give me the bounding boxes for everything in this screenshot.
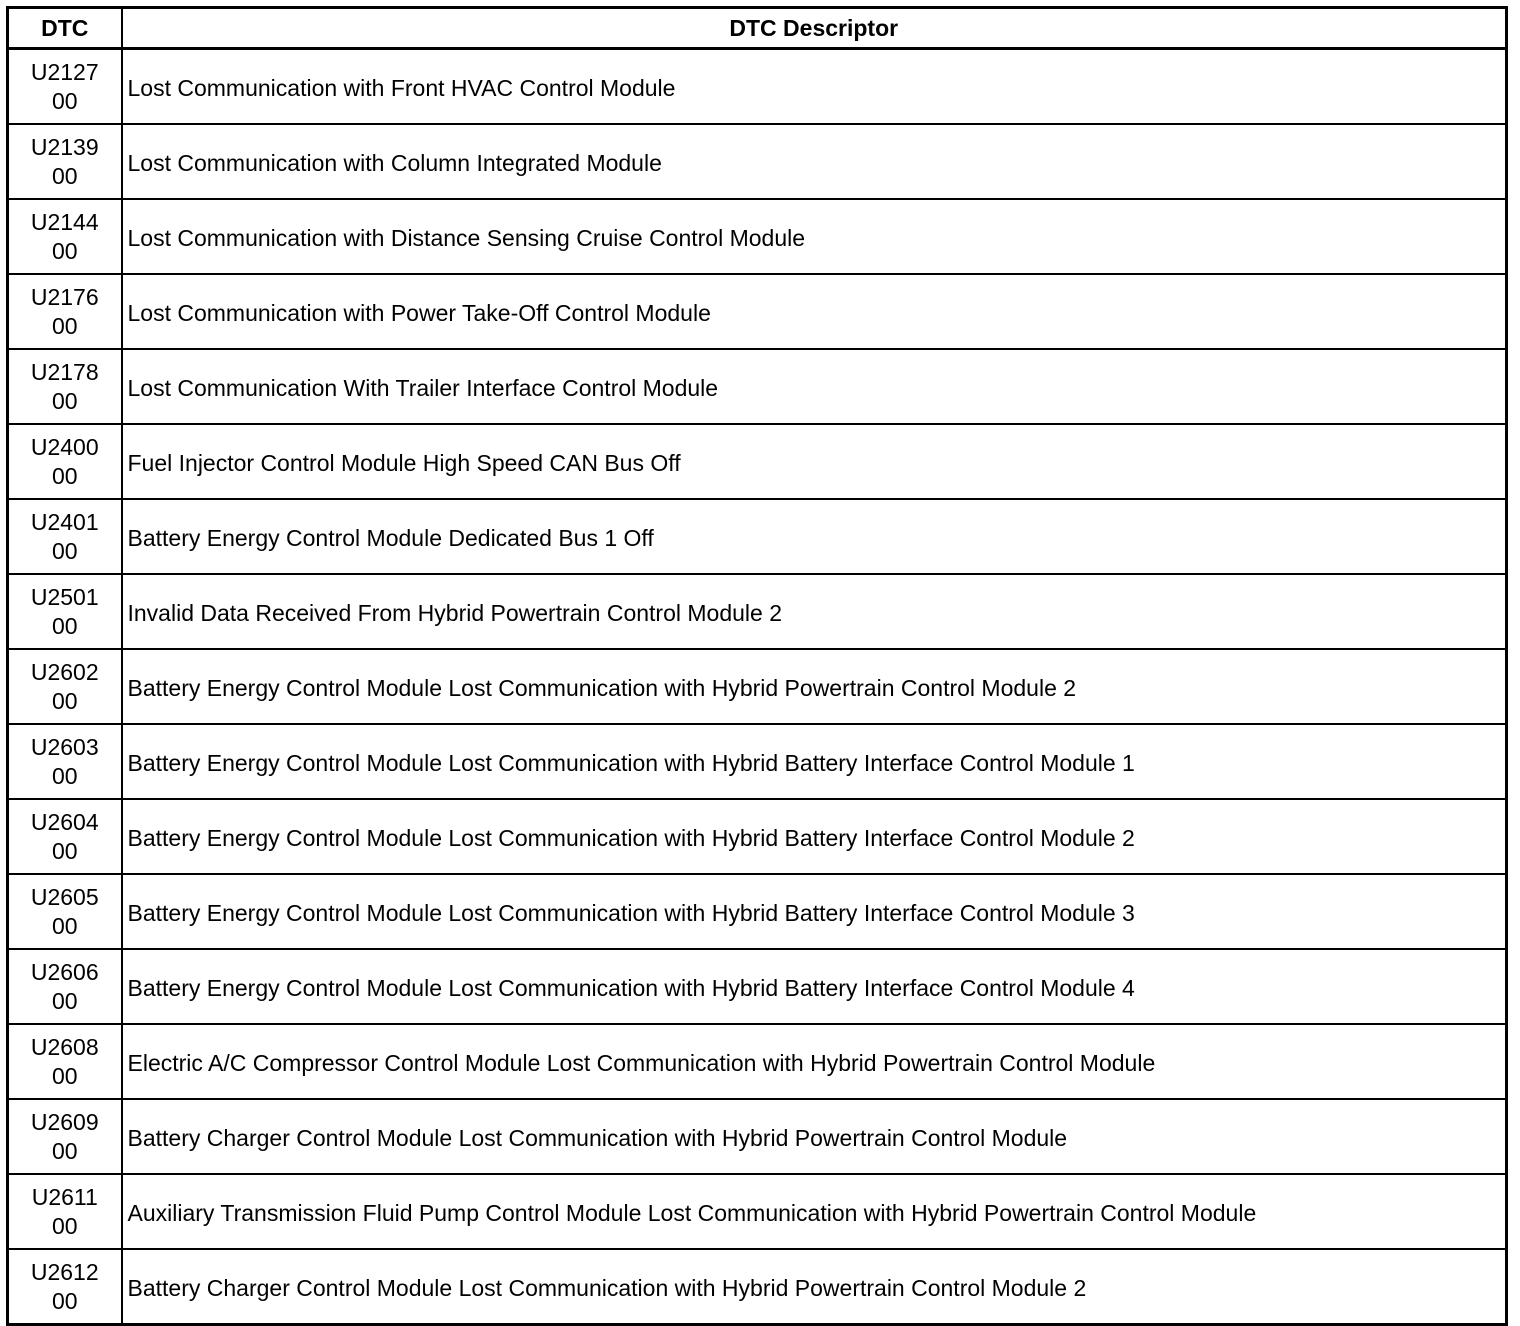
dtc-descriptor-cell: Battery Energy Control Module Dedicated Bus 1 Off bbox=[122, 499, 1507, 574]
dtc-code-cell: U2604 00 bbox=[8, 799, 122, 874]
dtc-code-cell: U2178 00 bbox=[8, 349, 122, 424]
table-row bbox=[8, 574, 1507, 649]
dtc-descriptor-cell: Battery Energy Control Module Lost Communication with Hybrid Battery Interface Control Module 1 bbox=[122, 724, 1507, 799]
table-row bbox=[8, 1249, 1507, 1325]
dtc-descriptor-cell: Lost Communication with Distance Sensing Cruise Control Module bbox=[122, 199, 1507, 274]
table-row bbox=[8, 424, 1507, 499]
dtc-code-cell: U2606 00 bbox=[8, 949, 122, 1024]
table-row bbox=[8, 349, 1507, 424]
dtc-descriptor-cell: Lost Communication With Trailer Interface Control Module bbox=[122, 349, 1507, 424]
dtc-code-cell: U2609 00 bbox=[8, 1099, 122, 1174]
dtc-code-cell: U2176 00 bbox=[8, 274, 122, 349]
dtc-code-cell: U2602 00 bbox=[8, 649, 122, 724]
dtc-code-cell: U2401 00 bbox=[8, 499, 122, 574]
dtc-descriptor-cell: Lost Communication with Column Integrated Module bbox=[122, 124, 1507, 199]
dtc-code-cell: U2605 00 bbox=[8, 874, 122, 949]
table-header bbox=[8, 8, 1507, 49]
dtc-code-cell: U2127 00 bbox=[8, 49, 122, 125]
dtc-descriptor-cell: Battery Energy Control Module Lost Communication with Hybrid Powertrain Control Module 2 bbox=[122, 649, 1507, 724]
dtc-descriptor-cell: Lost Communication with Power Take-Off Control Module bbox=[122, 274, 1507, 349]
dtc-descriptor-cell: Battery Energy Control Module Lost Communication with Hybrid Battery Interface Control Module 2 bbox=[122, 799, 1507, 874]
dtc-code-cell: U2501 00 bbox=[8, 574, 122, 649]
table-row bbox=[8, 1024, 1507, 1099]
table-row bbox=[8, 874, 1507, 949]
dtc-descriptor-cell: Lost Communication with Front HVAC Control Module bbox=[122, 49, 1507, 125]
dtc-code-cell: U2611 00 bbox=[8, 1174, 122, 1249]
table-row bbox=[8, 724, 1507, 799]
table-row bbox=[8, 124, 1507, 199]
dtc-descriptor-cell: Battery Energy Control Module Lost Communication with Hybrid Battery Interface Control Module 3 bbox=[122, 874, 1507, 949]
header-dtc-descriptor: DTC Descriptor bbox=[122, 8, 1507, 49]
table-row bbox=[8, 799, 1507, 874]
dtc-code-cell: U2139 00 bbox=[8, 124, 122, 199]
dtc-descriptor-cell: Auxiliary Transmission Fluid Pump Control Module Lost Communication with Hybrid Powertrain Control Module bbox=[122, 1174, 1507, 1249]
header-dtc: DTC bbox=[8, 8, 122, 49]
table-row bbox=[8, 199, 1507, 274]
table-row bbox=[8, 49, 1507, 125]
table-row bbox=[8, 499, 1507, 574]
dtc-descriptor-cell: Battery Charger Control Module Lost Communication with Hybrid Powertrain Control Module bbox=[122, 1099, 1507, 1174]
table-row bbox=[8, 649, 1507, 724]
table-body bbox=[8, 49, 1507, 1325]
dtc-code-cell: U2400 00 bbox=[8, 424, 122, 499]
dtc-descriptor-cell: Invalid Data Received From Hybrid Powertrain Control Module 2 bbox=[122, 574, 1507, 649]
dtc-descriptor-cell: Electric A/C Compressor Control Module Lost Communication with Hybrid Powertrain Control Module bbox=[122, 1024, 1507, 1099]
header-row bbox=[8, 8, 1507, 49]
table-row bbox=[8, 949, 1507, 1024]
dtc-table bbox=[6, 6, 1508, 1326]
dtc-descriptor-cell: Fuel Injector Control Module High Speed CAN Bus Off bbox=[122, 424, 1507, 499]
dtc-code-cell: U2144 00 bbox=[8, 199, 122, 274]
dtc-descriptor-cell: Battery Charger Control Module Lost Communication with Hybrid Powertrain Control Module 2 bbox=[122, 1249, 1507, 1325]
table-row bbox=[8, 1174, 1507, 1249]
table-row bbox=[8, 274, 1507, 349]
table-row bbox=[8, 1099, 1507, 1174]
dtc-code-cell: U2608 00 bbox=[8, 1024, 122, 1099]
dtc-descriptor-cell: Battery Energy Control Module Lost Communication with Hybrid Battery Interface Control Module 4 bbox=[122, 949, 1507, 1024]
dtc-code-cell: U2603 00 bbox=[8, 724, 122, 799]
dtc-code-cell: U2612 00 bbox=[8, 1249, 122, 1325]
